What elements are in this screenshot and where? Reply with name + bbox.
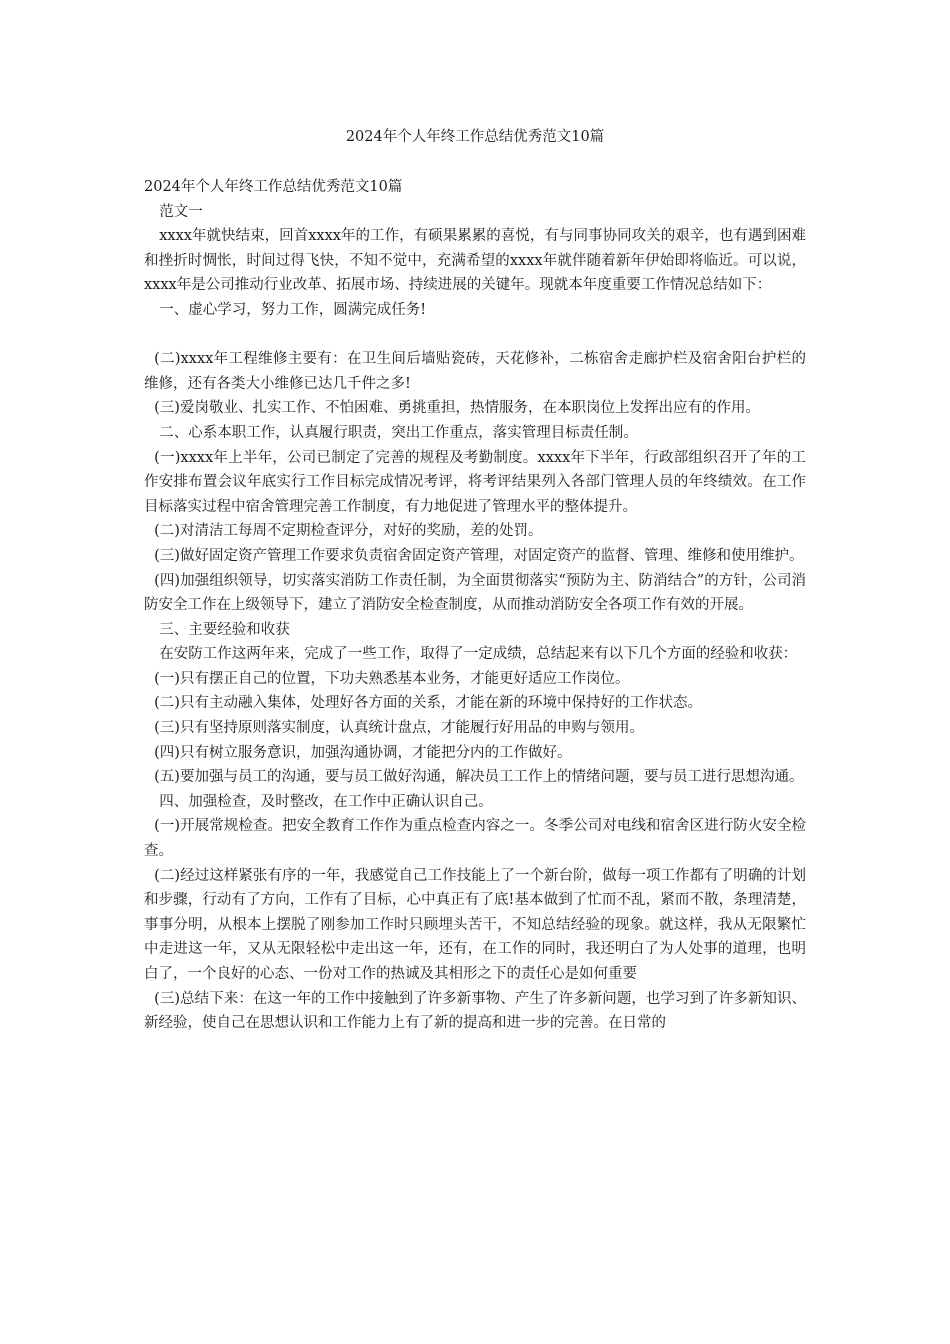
document-title: 2024年个人年终工作总结优秀范文10篇 [345,129,605,145]
paragraph: (二)只有主动融入集体，处理好各方面的关系，才能在新的环境中保持好的工作状态。 [154,695,702,712]
heading-3: 三、主要经验和收获 [159,621,290,638]
heading-2: 二、心系本职工作，认真履行职责，突出工作重点，落实管理目标责任制。 [159,424,638,441]
blank-line [144,323,806,348]
paragraph: (二)xxxx年工程维修主要有：在卫生间后墙贴瓷砖，天花修补，二栋宿舍走廊护栏及宿舍阳台护栏的维修，还有各类大小维修已达几千件之多! [144,351,806,392]
paragraph: (三)做好固定资产管理工作要求负责宿舍固定资产管理，对固定资产的监督、管理、维修和使用维护。 [154,547,804,564]
paragraph: (一)只有摆正自己的位置，下功夫熟悉基本业务，才能更好适应工作岗位。 [154,670,630,687]
paragraph: (三)总结下来：在这一年的工作中接触到了许多新事物、产生了许多新问题，也学习到了许多新知识、新经验，使自己在思想认识和工作能力上有了新的提高和进一步的完善。在日常的 [144,990,806,1032]
paragraph: (三)只有坚持原则落实制度，认真统计盘点，才能履行好用品的申购与领用。 [154,720,644,737]
paragraph: (五)要加强与员工的沟通，要与员工做好沟通，解决员工工作上的情绪问题，要与员工进行思想沟通。 [154,769,804,786]
paragraph: (四)加强组织领导，切实落实消防工作责任制，为全面贯彻落实“预防为主、防消结合”的方针，公司消防安全工作在上级领导下，建立了消防安全检查制度，从而推动消防安全各项工作有效的开展。 [144,572,806,614]
paragraph: (一)xxxx年上半年，公司已制定了完善的规程及考勤制度。xxxx年下半年，行政部组织召开了年的工作安排布置会议年底实行工作目标完成情况考评，将考评结果列入各部门管理人员的年终绩效。在工作目标落实过程中宿舍管理完善工作制度，有力地促进了管理水平的整体提升。 [144,449,806,515]
section-label: 范文一 [159,203,203,220]
paragraph: xxxx年就快结束，回首xxxx年的工作，有硕果累累的喜悦，有与同事协同攻关的艰辛，也有遇到困难和挫折时惆怅，时间过得飞快，不知不觉中，充满希望的xxxx年就伴随着新年伊始即将临近。可以说，xxxx年是公司推动行业改革、拓展市场、持续进展的关键年。现就本年度重要工作情况总结如下： [144,228,806,294]
paragraph: (二)对清洁工每周不定期检查评分，对好的奖励，差的处罚。 [154,523,543,540]
heading-1: 一、虚心学习，努力工作，圆满完成任务! [159,301,427,318]
paragraph: 在安防工作这两年来，完成了一些工作，取得了一定成绩，总结起来有以下几个方面的经验和收获： [159,646,798,663]
document-subtitle: 2024年个人年终工作总结优秀范文10篇 [144,179,403,195]
heading-4: 四、加强检查，及时整改，在工作中正确认识自己。 [159,793,493,810]
document-body [144,175,806,1036]
paragraph: (四)只有树立服务意识，加强沟通协调，才能把分内的工作做好。 [154,744,572,761]
paragraph: (一)开展常规检查。把安全教育工作作为重点检查内容之一。冬季公司对电线和宿舍区进行防火安全检查。 [144,818,806,860]
paragraph: (三)爱岗敬业、扎实工作、不怕困难、勇挑重担，热情服务，在本职岗位上发挥出应有的作用。 [154,400,760,417]
paragraph: (二)经过这样紧张有序的一年，我感觉自己工作技能上了一个新台阶，做每一项工作都有了明确的计划和步骤，行动有了方向，工作有了目标，心中真正有了底!基本做到了忙而不乱，紧而不散，条理清楚，事事分明，从根本上摆脱了刚参加工作时只顾埋头苦干，不知总结经验的现象。就这样，我从无限繁忙中走进这一年，又从无限轻松中走出这一年，还有，在工作的同时，我还明白了为人处事的道理，也明白了，一个良好的心态、一份对工作的热诚及其相形之下的责任心是如何重要 [144,867,806,982]
